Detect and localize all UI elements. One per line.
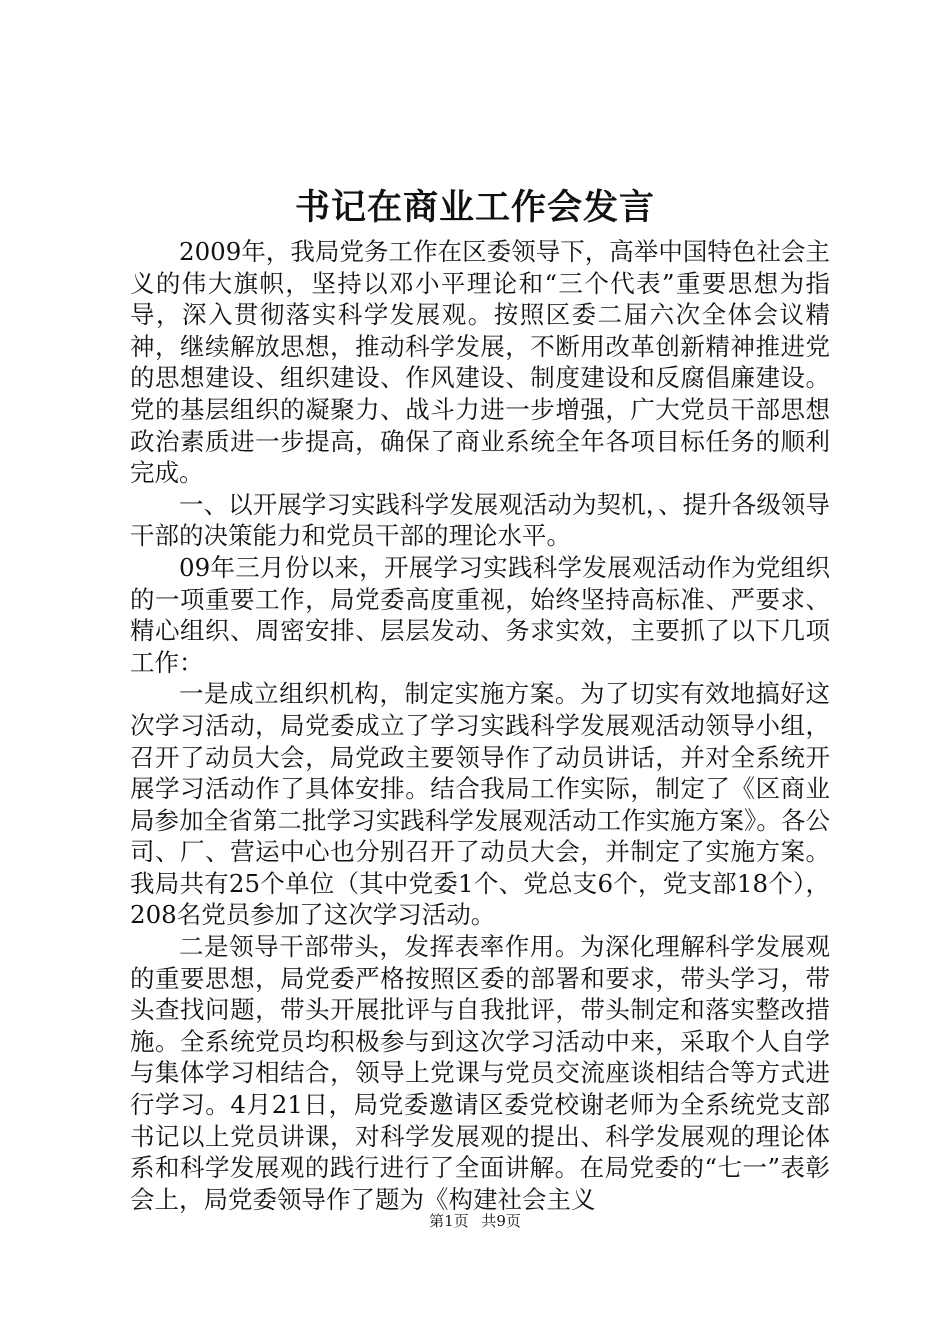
paragraph: 一、以开展学习实践科学发展观活动为契机，、提升各级领导干部的决策能力和党员干部的理论水平。 [130,489,830,551]
paragraph: 二是领导干部带头，发挥表率作用。为深化理解科学发展观的重要思想，局党委严格按照区委的部署和要求，带头学习，带头查找问题，带头开展批评与自我批评，带头制定和落实整改措施。全系统党员均积极参与到这次学习活动中来，采取个人自学与集体学习相结合，领导上党课与党员交流座谈相结合等方式进行学习。4月21日，局党委邀请区委党校谢老师为全系统党支部书记以上党员讲课，对科学发展观的提出、科学发展观的理论体系和科学发展观的践行进行了全面讲解。在局党委的“七一”表彰会上，局党委领导作了题为《构建社会主义 [130,932,830,1214]
document-body [130,236,830,1215]
page-number: 第1页 [429,1212,469,1230]
paragraph: 09年三月份以来，开展学习实践科学发展观活动作为党组织的一项重要工作，局党委高度重视，始终坚持高标准、严要求、精心组织、周密安排、层层发动、务求实效，主要抓了以下几项工作： [130,552,830,677]
paragraph: 2009年，我局党务工作在区委领导下，高举中国特色社会主义的伟大旗帜，坚持以邓小平理论和“三个代表”重要思想为指导，深入贯彻落实科学发展观。按照区委二届六次全体会议精神，继续解放思想，推动科学发展，不断用改革创新精神推进党的思想建设、组织建设、作风建设、制度建设和反腐倡廉建设。党的基层组织的凝聚力、战斗力进一步增强，广大党员干部思想政治素质进一步提高，确保了商业系统全年各项目标任务的顺利完成。 [130,237,830,488]
page-total: 共9页 [481,1212,521,1230]
paragraph: 一是成立组织机构，制定实施方案。为了切实有效地搞好这次学习活动，局党委成立了学习实践科学发展观活动领导小组，召开了动员大会，局党政主要领导作了动员讲话，并对全系统开展学习活动作了具体安排。结合我局工作实际，制定了《区商业局参加全省第二批学习实践科学发展观活动工作实施方案》。各公司、厂、营运中心也分别召开了动员大会，并制定了实施方案。我局共有25个单位（其中党委1个、党总支6个，党支部18个），208名党员参加了这次学习活动。 [130,679,830,930]
document-title: 书记在商业工作会发言 [294,187,655,228]
page-footer [0,1210,950,1232]
